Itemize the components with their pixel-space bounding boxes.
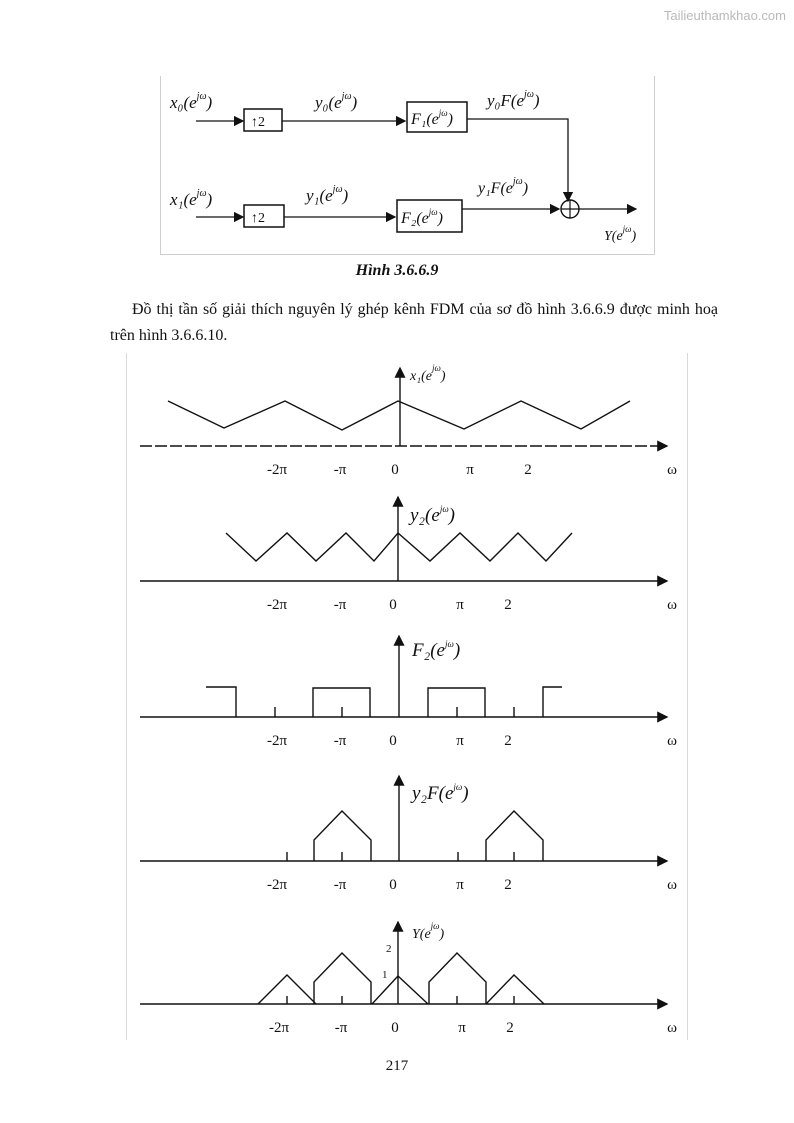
- plot3-tick-label: 0: [389, 733, 397, 749]
- plot1-tick-label: 2: [524, 462, 532, 478]
- plot5-level-2: 2: [386, 943, 392, 955]
- plot5-tick-label: -2π: [268, 1020, 290, 1036]
- f1-label: $F_1(e^{j\omega})$: [411, 108, 453, 128]
- x0-label: $x_0(e^{j\omega})$: [170, 91, 213, 112]
- page-number: 217: [385, 1058, 409, 1074]
- plot3-tick-label: 2: [504, 733, 512, 749]
- plot5-tick-label: 0: [391, 1020, 399, 1036]
- plot5-title: $Y(e^{j\omega})$: [412, 921, 445, 942]
- plot5-tick-label: -π: [334, 1020, 348, 1036]
- plot1-omega-label: ω: [667, 462, 677, 478]
- plot4-tick-label: 0: [389, 877, 397, 893]
- plot4-tick-label: -π: [333, 877, 347, 893]
- plot4-tick-label: 2: [504, 877, 512, 893]
- plot2-spectrum: [226, 533, 572, 561]
- upsampler-bottom-label: ↑2: [251, 211, 265, 226]
- f2-label: $F_2(e^{j\omega})$: [401, 207, 443, 227]
- plot1-tick-label: π: [466, 462, 474, 478]
- plot5-spectrum: [372, 976, 428, 1004]
- y0f-label: $y_0F(e^{j\omega})$: [487, 89, 540, 110]
- plot1-tick-label: -π: [333, 462, 347, 478]
- plot2-tick-label: -π: [333, 597, 347, 613]
- watermark: Tailieuthamkhao.com: [663, 8, 786, 23]
- plot2-tick-label: π: [456, 597, 464, 613]
- plot1-tick-label: -2π: [266, 462, 288, 478]
- plot4-title: $y_2F(e^{j\omega})$: [412, 782, 469, 804]
- plot2-tick-label: 2: [504, 597, 512, 613]
- plot5-omega-label: ω: [667, 1020, 677, 1036]
- plot3-band-left: [206, 687, 236, 717]
- plot1-title: $x_1(e^{j\omega})$: [410, 363, 446, 384]
- plot1-tick-label: 0: [391, 462, 399, 478]
- plot5-spectrum: [486, 975, 544, 1004]
- y0-label: $y_0(e^{j\omega})$: [315, 91, 358, 112]
- plot2-omega-label: ω: [667, 597, 677, 613]
- body-paragraph: Đồ thị tần số giải thích nguyên lý ghép kênh FDM của sơ đồ hình 3.6.6.9 được minh hoạ trên hình 3.6.6.10.: [110, 301, 718, 344]
- plot3-tick-label: -2π: [266, 733, 288, 749]
- plot5-tick-label: π: [458, 1020, 466, 1036]
- x1-label: $x_1(e^{j\omega})$: [170, 188, 213, 209]
- plot5-tick-label: 2: [506, 1020, 514, 1036]
- upsampler-top-label: ↑2: [251, 115, 265, 130]
- output-label: $Y(e^{j\omega})$: [604, 224, 637, 244]
- plot3-omega-label: ω: [667, 733, 677, 749]
- plot3-band-right: [543, 687, 562, 717]
- plot2-tick-label: -2π: [266, 597, 288, 613]
- plot3-tick-label: π: [456, 733, 464, 749]
- figure-caption: Hình 3.6.6.9: [355, 262, 439, 279]
- plot4-omega-label: ω: [667, 877, 677, 893]
- plot2-tick-label: 0: [389, 597, 397, 613]
- plot2-title: $y_2(e^{j\omega})$: [410, 504, 455, 526]
- plot3-tick-label: -π: [333, 733, 347, 749]
- plot3-title: $F_2(e^{j\omega})$: [412, 639, 461, 661]
- y1f-label: $y_1F(e^{j\omega})$: [478, 176, 529, 197]
- plot5-level-1: 1: [382, 969, 388, 981]
- plot1-spectrum: [168, 401, 630, 430]
- plot4-tick-label: -2π: [266, 877, 288, 893]
- plot4-tick-label: π: [456, 877, 464, 893]
- y1-label: $y_1(e^{j\omega})$: [306, 184, 349, 205]
